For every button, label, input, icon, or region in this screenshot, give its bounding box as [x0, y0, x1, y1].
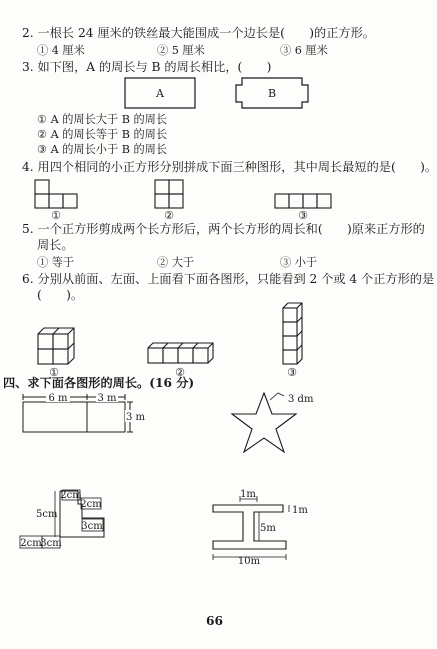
q3-option-2: ② A 的周长等于 B 的周长 [37, 128, 168, 141]
q3-stem: 3. 如下图，A 的周长与 B 的周长相比，( ) [22, 60, 272, 74]
ibeam-label-1m-top: 1m [240, 489, 256, 500]
q5-option-3: ③ 小于 [280, 256, 318, 269]
ibeam-label-5m: 5m [260, 523, 276, 534]
rectangle-figure [18, 392, 146, 436]
q6-stem-line2: ( )。 [37, 288, 84, 302]
ibeam-label-10m: 10m [237, 556, 261, 567]
q4-shape-3 [275, 194, 331, 208]
ibeam-label-1m-side: 1m [292, 505, 308, 516]
q6-label-1: ① [49, 366, 59, 379]
q5-stem-line1: 5. 一个正方形剪成两个长方形后，两个长方形的周长和( )原来正方形的 [22, 222, 425, 236]
q6-label-2: ② [175, 366, 185, 379]
stepped-label-3cm-right: 3cm [81, 521, 103, 532]
q4-label-3: ③ [298, 209, 308, 222]
rect-label-6m: 6 m [48, 393, 68, 404]
stepped-label-5cm: 5cm [36, 509, 58, 520]
stepped-shape-figure [18, 485, 148, 555]
star-figure [228, 390, 338, 464]
rect-label-3m-top: 3 m [97, 393, 117, 404]
rect-label-3m-side: 3 m [126, 412, 146, 423]
q5-stem-line2: 周长。 [37, 238, 74, 252]
q6-shape-3 [283, 303, 302, 364]
q5-option-2: ② 大于 [157, 256, 195, 269]
q6-figures [20, 300, 320, 378]
stepped-label-3cm-bottom: 3cm [40, 538, 62, 549]
q4-stem: 4. 用四个相同的小正方形分别拼成下面三种图形，其中周长最短的是( )。 [22, 160, 437, 174]
q2-stem: 2. 一根长 24 厘米的铁丝最大能围成一个边长是( )的正方形。 [22, 26, 375, 40]
q3-figures [120, 76, 320, 112]
q6-stem-line1: 6. 分别从前面、左面、上面看下面各图形，只能看到 2 个或 4 个正方形的是 [22, 272, 435, 286]
star-label-3dm: 3 dm [288, 394, 314, 405]
q4-shape-1 [35, 180, 77, 208]
q2-option-1: ① 4 厘米 [37, 44, 85, 57]
q4-label-1: ① [51, 209, 61, 222]
shape-b-label: B [267, 87, 277, 100]
rectangle-shape [23, 402, 125, 432]
q4-figures [30, 176, 360, 220]
q6-shape-2 [148, 343, 213, 363]
q4-shape-2 [155, 180, 183, 208]
q6-shape-1 [38, 328, 74, 364]
q5-option-1: ① 等于 [37, 256, 75, 269]
section4-heading: 四、求下面各图形的周长。(16 分) [3, 376, 195, 390]
stepped-label-2cm-top: 2cm [60, 490, 82, 501]
q4-label-2: ② [164, 209, 174, 222]
stepped-label-2cm-left: 2cm [20, 538, 42, 549]
shape-a-label: A [156, 87, 164, 100]
q3-option-1: ① A 的周长大于 B 的周长 [37, 113, 168, 126]
star-shape [232, 393, 296, 452]
q2-option-2: ② 5 厘米 [157, 44, 205, 57]
ibeam-figure [205, 485, 315, 565]
stepped-label-2cm-inner: 2cm [80, 499, 102, 510]
q2-option-3: ③ 6 厘米 [280, 44, 328, 57]
q3-option-3: ③ A 的周长小于 B 的周长 [37, 143, 168, 156]
page-number: 66 [206, 614, 223, 628]
q6-label-3: ③ [287, 366, 297, 379]
